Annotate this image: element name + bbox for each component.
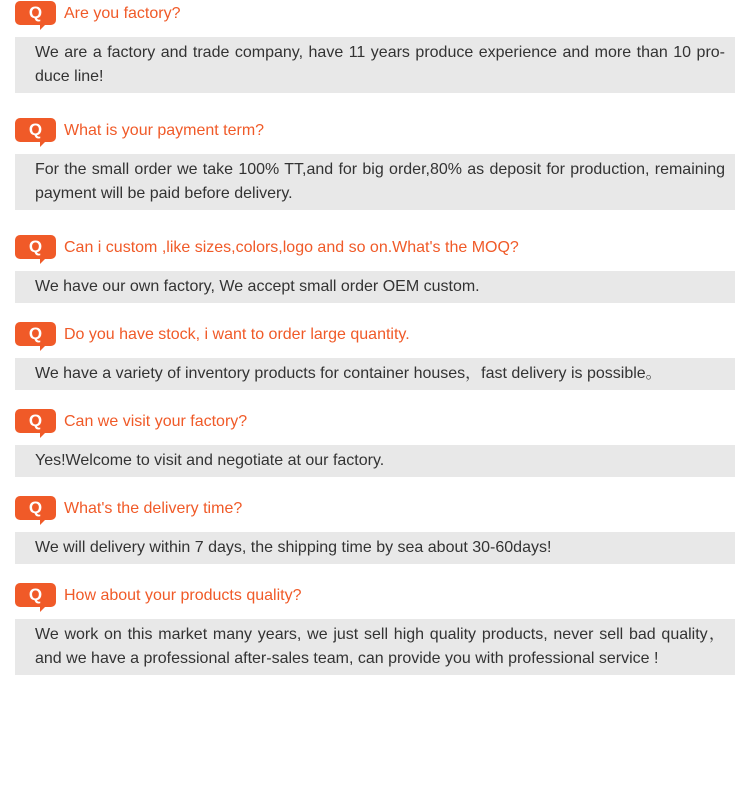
question-row xyxy=(15,496,735,526)
question-badge-icon: Q xyxy=(15,583,56,607)
faq-item xyxy=(15,583,735,675)
question-text: Are you factory? xyxy=(64,5,181,22)
question-badge-icon: Q xyxy=(15,235,56,259)
answer-text: We will delivery within 7 days, the shipping time by sea about 30-60days! xyxy=(15,532,735,564)
question-row xyxy=(15,235,735,265)
question-badge-icon: Q xyxy=(15,1,56,25)
question-row xyxy=(15,118,735,148)
question-text: What's the delivery time? xyxy=(64,500,243,517)
faq-item xyxy=(15,118,735,210)
answer-text: We are a factory and trade company, have 11 years produce experience and more than 10 pro-duce line! xyxy=(15,37,735,93)
question-text: Can i custom ,like sizes,colors,logo and so on.What's the MOQ? xyxy=(64,239,519,256)
question-row xyxy=(15,583,735,613)
question-badge-icon: Q xyxy=(15,118,56,142)
faq-item xyxy=(15,409,735,477)
faq-item xyxy=(15,1,735,93)
question-badge-icon: Q xyxy=(15,322,56,346)
question-badge-icon: Q xyxy=(15,496,56,520)
question-row xyxy=(15,409,735,439)
answer-text: We have a variety of inventory products for container houses，fast delivery is possible。 xyxy=(15,358,735,390)
question-badge-icon: Q xyxy=(15,409,56,433)
answer-text: We work on this market many years, we just sell high quality products, never sell bad quality，and we have a professional after-sales team, can provide you with professional service ! xyxy=(15,619,735,675)
question-text: How about your products quality? xyxy=(64,587,302,604)
answer-text: We have our own factory, We accept small order OEM custom. xyxy=(15,271,735,303)
question-row xyxy=(15,1,735,31)
answer-text: Yes!Welcome to visit and negotiate at our factory. xyxy=(15,445,735,477)
question-text: What is your payment term? xyxy=(64,122,265,139)
question-text: Do you have stock, i want to order large quantity. xyxy=(64,326,410,343)
faq-item xyxy=(15,496,735,564)
answer-text: For the small order we take 100% TT,and for big order,80% as deposit for production, remaining payment will be paid before delivery. xyxy=(15,154,735,210)
faq-item xyxy=(15,235,735,303)
faq-item xyxy=(15,322,735,390)
question-row xyxy=(15,322,735,352)
question-text: Can we visit your factory? xyxy=(64,413,248,430)
